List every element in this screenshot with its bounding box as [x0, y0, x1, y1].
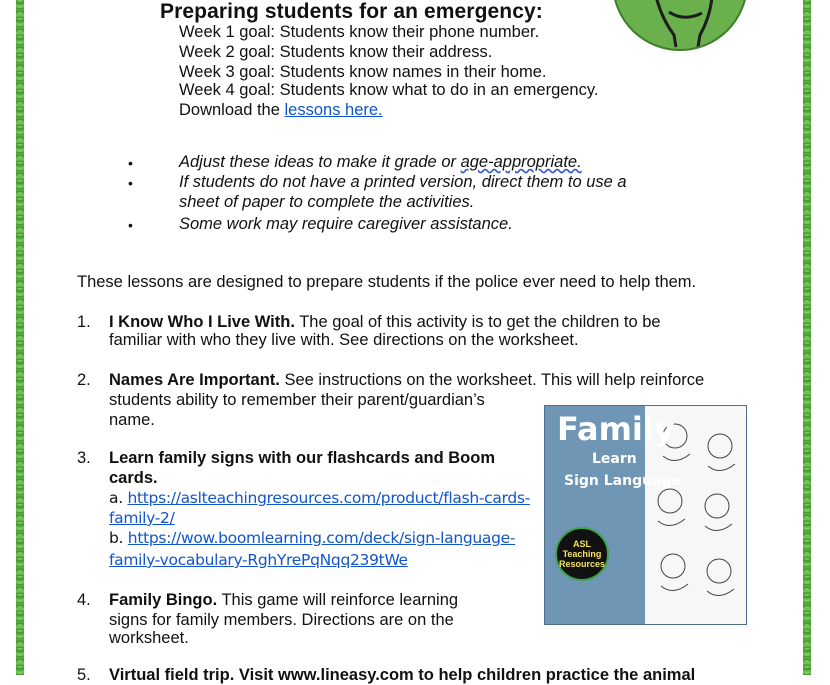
item-1-text: The goal of this activity is to get the children to be — [294, 313, 661, 331]
lessons-link[interactable]: lessons here. — [284, 101, 383, 119]
item-3a-line2 — [109, 509, 175, 527]
item-2-line3: name. — [109, 411, 155, 429]
card-subtitle-1: Learn — [592, 451, 637, 467]
card-title: Family — [557, 410, 675, 448]
flash-cards-link-cont[interactable]: family-2/ — [109, 509, 175, 527]
download-prefix: Download the — [179, 101, 285, 119]
item-3b-prefix: b. — [109, 529, 128, 547]
boom-cards-link-cont[interactable]: family-vocabulary-RghYrePqNqq239tWe — [109, 551, 408, 569]
item-3a-line1 — [109, 489, 530, 507]
item-4-line3: worksheet. — [109, 629, 189, 647]
item-3b-line2 — [109, 551, 408, 569]
item-4-line1 — [109, 591, 458, 610]
decorative-border-left — [16, 0, 24, 675]
item-3b-line1 — [109, 529, 515, 547]
decorative-border-right — [803, 0, 811, 675]
item-4-line2: signs for family members. Directions are on the — [109, 611, 454, 629]
note-2-line1: If students do not have a printed version, direct them to use a — [179, 173, 627, 191]
item-4-heading: Family Bingo. — [109, 591, 218, 609]
goal-week-1: Week 1 goal: Students know their phone number. — [179, 23, 540, 41]
item-1-line2: familiar with who they live with. See directions on the worksheet. — [109, 331, 579, 349]
asl-teaching-resources-logo — [555, 527, 609, 581]
item-2-line1 — [109, 371, 704, 390]
note-2-line2: sheet of paper to complete the activities. — [179, 193, 475, 211]
bullet-3: • — [128, 217, 133, 233]
item-2-number: 2. — [77, 371, 91, 389]
item-3-heading-line1: Learn family signs with our flashcards and Boom — [109, 449, 495, 467]
item-1-heading: I Know Who I Live With. — [109, 313, 295, 331]
badge-line-2: Teaching — [562, 549, 602, 559]
item-3a-prefix: a. — [109, 489, 128, 507]
note-1 — [179, 153, 582, 172]
page-title: Preparing students for an emergency: — [160, 0, 543, 23]
item-4-number: 4. — [77, 591, 91, 609]
item-2-text: See instructions on the worksheet. This will help reinforce — [279, 371, 705, 389]
hand-logo-icon — [612, 0, 748, 51]
note-1-text: Adjust these ideas to make it grade or — [179, 153, 461, 171]
boom-cards-link[interactable]: https://wow.boomlearning.com/deck/sign-language- — [127, 529, 516, 547]
flash-cards-link[interactable]: https://aslteachingresources.com/product/flash-cards- — [127, 489, 531, 507]
note-1-underlined: age-appropriate. — [460, 153, 582, 171]
item-3-heading-line2: cards. — [109, 469, 158, 487]
item-5-partial: Virtual field trip. Visit www.lineasy.com to help children practice the animal — [109, 666, 696, 684]
item-1-number: 1. — [77, 313, 91, 331]
item-2-line2: students ability to remember their parent/guardian’s — [109, 391, 485, 409]
item-4-text: This game will reinforce learning — [217, 591, 459, 609]
family-sign-language-image — [544, 405, 747, 625]
bullet-2: • — [128, 175, 133, 191]
card-subtitle-2: Sign Language — [564, 473, 682, 489]
goal-week-4: Week 4 goal: Students know what to do in an emergency. — [179, 81, 599, 99]
bullet-1: • — [128, 155, 133, 171]
item-5-number: 5. — [77, 666, 91, 684]
badge-line-1: ASL — [573, 539, 591, 549]
item-3-number: 3. — [77, 449, 91, 467]
download-line — [179, 101, 383, 120]
goal-week-2: Week 2 goal: Students know their address. — [179, 43, 493, 61]
badge-line-3: Resources — [558, 559, 606, 569]
item-2-heading: Names Are Important. — [109, 371, 280, 389]
note-3: Some work may require caregiver assistance. — [179, 215, 513, 233]
intro-paragraph: These lessons are designed to prepare students if the police ever need to help them. — [77, 273, 697, 291]
item-1-line1 — [109, 313, 661, 332]
goal-week-3: Week 3 goal: Students know names in their home. — [179, 63, 547, 81]
